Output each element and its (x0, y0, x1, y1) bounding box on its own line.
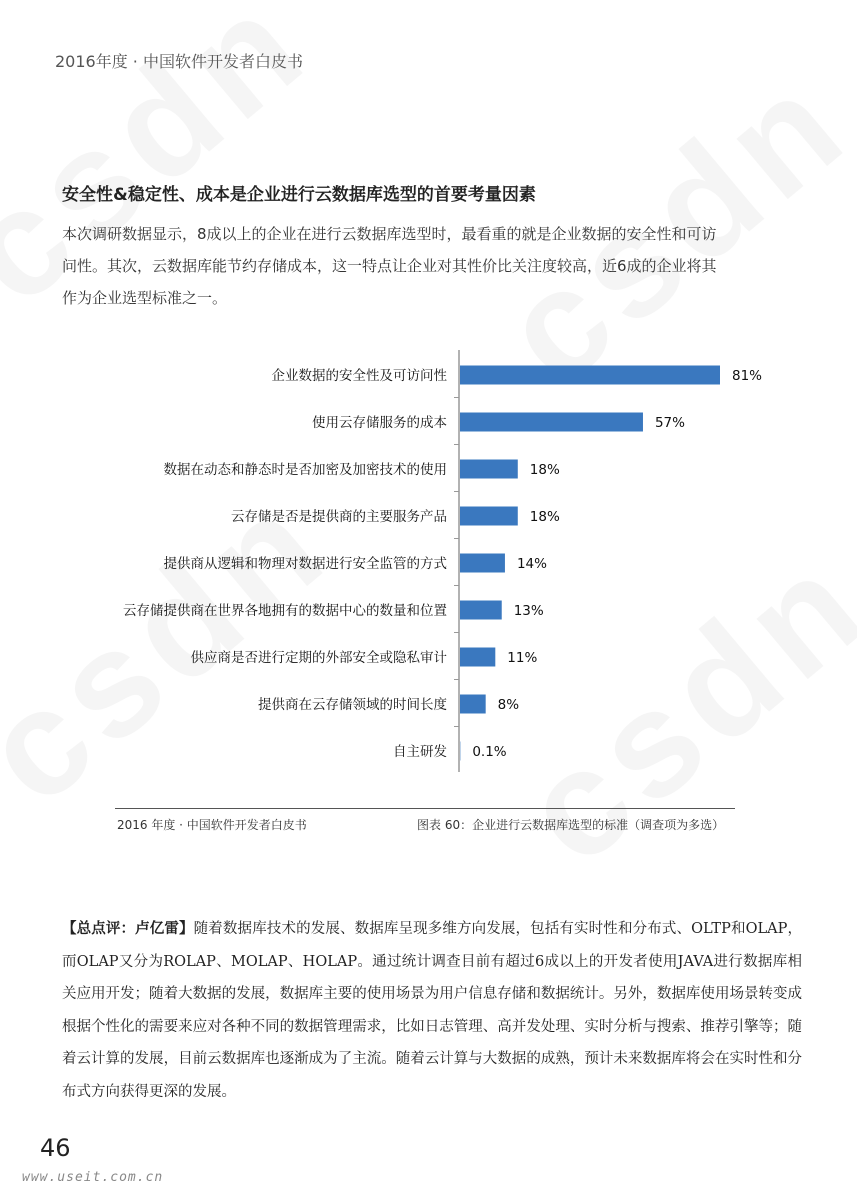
bar (460, 507, 518, 526)
category-label: 提供商在云存储领域的时间长度 (258, 697, 447, 713)
bar (460, 695, 486, 714)
bar-chart (0, 340, 857, 790)
footer-site: www.useit.com.cn (22, 1170, 164, 1185)
summary-comment (62, 913, 802, 1109)
comment-tag: 【总点评：卢亿雷】 (62, 921, 194, 937)
data-label: 8% (497, 697, 520, 713)
data-label: 13% (513, 603, 544, 619)
running-header: 2016年度 · 中国软件开发者白皮书 (55, 52, 303, 71)
category-label: 企业数据的安全性及可访问性 (271, 368, 447, 384)
section-title: 安全性&稳定性、成本是企业进行云数据库选型的首要考量因素 (62, 185, 536, 205)
data-label: 11% (507, 650, 538, 666)
data-label: 57% (654, 415, 685, 431)
category-label: 云存储提供商在世界各地拥有的数据中心的数量和位置 (123, 603, 447, 619)
page-number: 46 (40, 1134, 71, 1162)
category-label: 提供商从逻辑和物理对数据进行安全监管的方式 (163, 556, 447, 572)
data-label: 18% (529, 462, 560, 478)
data-label: 0.1% (472, 744, 507, 760)
bar (460, 460, 518, 479)
data-label: 18% (529, 509, 560, 525)
bar (460, 648, 495, 667)
category-label: 供应商是否进行定期的外部安全或隐私审计 (190, 650, 447, 666)
intro-line: 本次调研数据显示，8成以上的企业在进行云数据库选型时，最看重的就是企业数据的安全性和可访 (62, 225, 717, 243)
figure-divider (115, 808, 735, 809)
category-label: 自主研发 (393, 744, 447, 760)
bar (460, 601, 502, 620)
bar (460, 413, 643, 432)
bar (460, 554, 505, 573)
category-label: 使用云存储服务的成本 (312, 415, 447, 431)
intro-paragraph (62, 218, 802, 314)
data-label: 81% (732, 368, 763, 384)
intro-line: 问性。其次，云数据库能节约存储成本，这一特点让企业对其性价比关注度较高，近6成的企业将其 (62, 257, 717, 275)
bar (460, 366, 720, 385)
category-label: 数据在动态和静态时是否加密及加密技术的使用 (163, 462, 447, 478)
intro-line: 作为企业选型标准之一。 (62, 289, 228, 307)
figure-source: 2016 年度 · 中国软件开发者白皮书 (117, 818, 307, 832)
comment-text: 随着数据库技术的发展、数据库呈现多维方向发展，包括有实时性和分布式、OLTP和OLAP，而OLAP又分为ROLAP、MOLAP、HOLAP。通过统计调查目前有超过6成以上的开发者使用JAVA进行数据库相关应用开发；随着大数据的发展，数据库主要的使用场景为用户信息存储和数据统计。另外，数据库使用场景转变成根据个性化的需要来应对各种不同的数据管理需求，比如日志管理、高并发处理、实时分析与搜索、推荐引擎等；随着云计算的发展，目前云数据库也逐渐成为了主流。随着云计算与大数据的成熟，预计未来数据库将会在实时性和分布式方向获得更深的发展。 (62, 921, 802, 1100)
data-label: 14% (516, 556, 547, 572)
category-label: 云存储是否是提供商的主要服务产品 (231, 509, 447, 525)
figure-caption: 图表 60：企业进行云数据库选型的标准（调查项为多选） (417, 818, 725, 832)
